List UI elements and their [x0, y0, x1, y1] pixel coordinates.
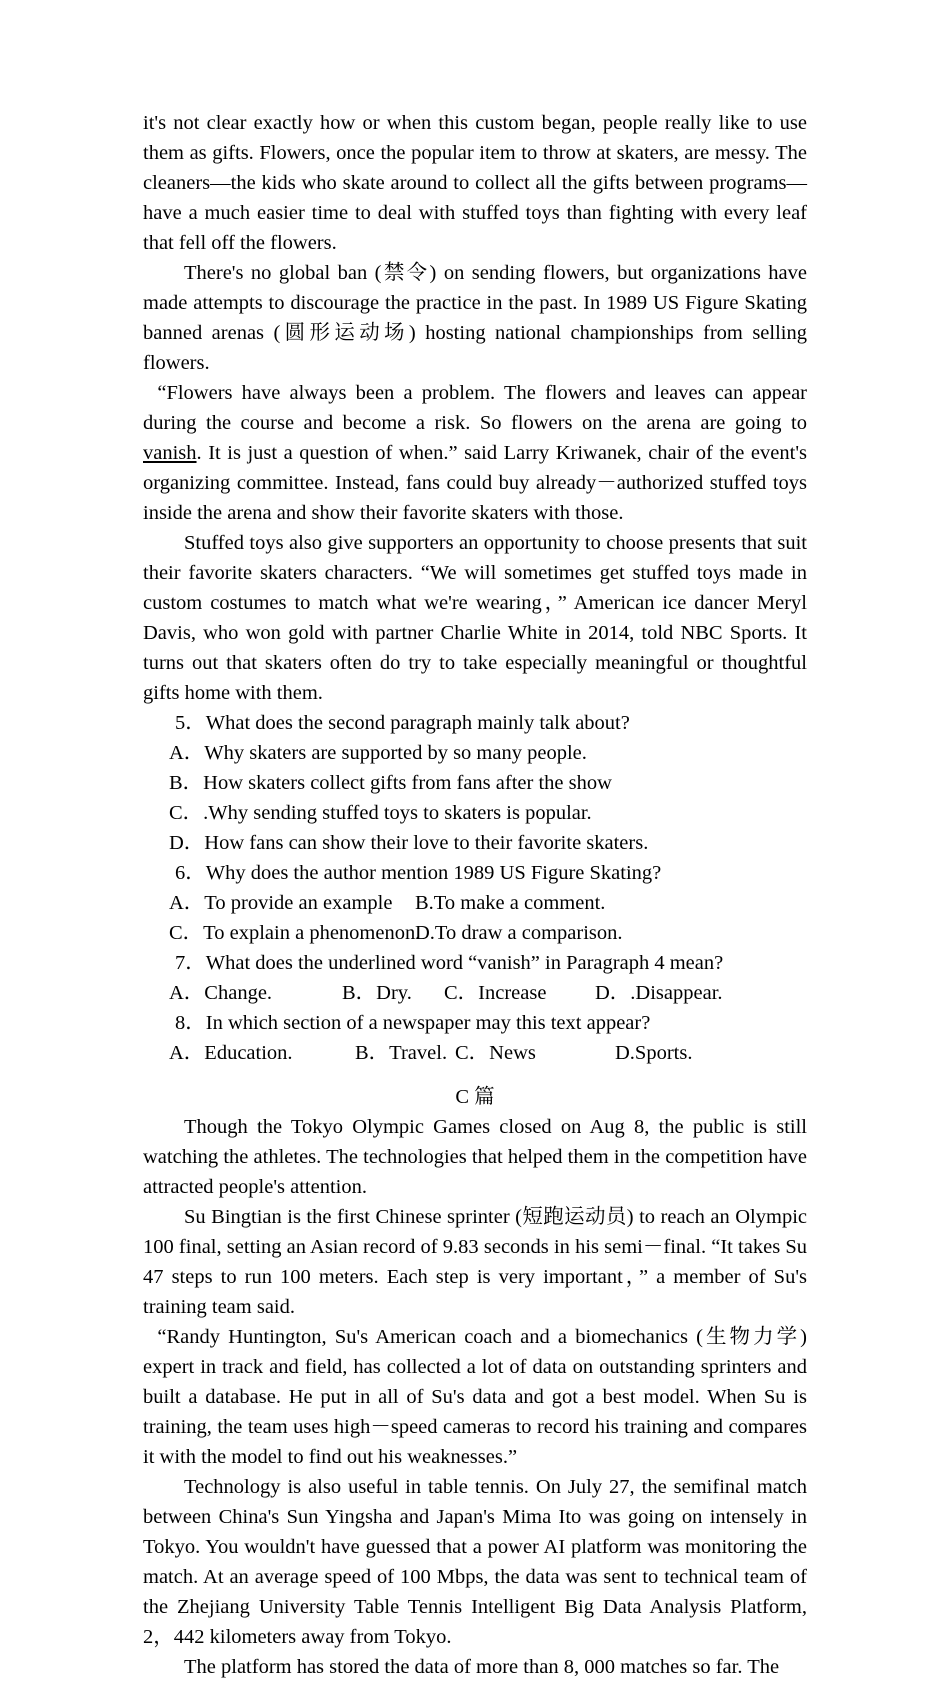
question-6-stem	[143, 858, 807, 888]
quote-text-after: . It is just a question of when.” said Larry Kriwanek, chair of the event's organizing committee. Instead, fans could buy already－authorized stuffed toys inside the arena and show their favorite skaters with those.	[143, 442, 807, 524]
question-8-option-d[interactable]: D.Sports.	[615, 1042, 693, 1064]
question-8-option-c[interactable]: C．News	[455, 1042, 536, 1064]
question-5-option-a[interactable]: A．Why skaters are supported by so many people.	[169, 742, 587, 764]
underlined-word-vanish: vanish	[143, 442, 197, 464]
paragraph-c-3: “Randy Huntington, Su's American coach and a biomechanics (生物力学) expert in track and field, has collected a lot of data on outstanding sprinters and built a database. He put in all of Su's data and got a best model. When Su is training, the team uses high－speed cameras to record his training and compares it with the model to find out his weaknesses.”	[143, 1326, 807, 1468]
paragraph-b-1: it's not clear exactly how or when this custom began, people really like to use them as gifts. Flowers, once the popular item to throw at skaters, are messy. The cleaners—the kids who skate around to collect all the gifts between programs—have a much easier time to deal with stuffed toys than fighting with every leaf that fell off the flowers.	[143, 112, 807, 254]
question-8-number: 8．	[175, 1012, 206, 1034]
question-6-option-a[interactable]: A．To provide an example	[169, 892, 393, 914]
question-8-option-row	[143, 1038, 807, 1068]
quote-text-before: “Flowers have always been a problem. The flowers and leaves can appear during the course and become a risk. So flowers on the arena are going to	[143, 382, 807, 434]
question-block-5	[143, 708, 807, 858]
question-8-option-a[interactable]: A．Education.	[169, 1042, 293, 1064]
question-7-option-c[interactable]: C．Increase	[444, 982, 547, 1004]
question-8-option-b[interactable]: B．Travel.	[355, 1042, 448, 1064]
question-6-option-row-1	[143, 888, 807, 918]
section-c-heading-wrapper	[143, 1082, 807, 1112]
paragraph-c-4: Technology is also useful in table tennis. On July 27, the semifinal match between China's Sun Yingsha and Japan's Mima Ito was going on intensely in Tokyo. You wouldn't have guessed that a power AI platform was monitoring the match. At an average speed of 100 Mbps, the data was sent to technical team of the Zhejiang University Table Tennis Intelligent Big Data Analysis Platform, 2，442 kilometers away from Tokyo.	[143, 1476, 807, 1648]
question-7-option-a[interactable]: A．Change.	[169, 982, 273, 1004]
question-block-7	[143, 948, 807, 1008]
question-6-option-c[interactable]: C．To explain a phenomenon.	[169, 922, 421, 944]
question-7-option-d[interactable]: D．.Disappear.	[595, 982, 723, 1004]
paragraph-b-quote	[143, 378, 807, 528]
question-8-stem	[143, 1008, 807, 1038]
paragraph-b-3: Stuffed toys also give supporters an opportunity to choose presents that suit their favorite skaters characters. “We will sometimes get stuffed toys made in custom costumes to match what we're wearing，” American ice dancer Meryl Davis, who won gold with partner Charlie White in 2014, told NBC Sports. It turns out that skaters often do try to take especially meaningful or thoughtful gifts home with them.	[143, 532, 807, 704]
question-7-stem	[143, 948, 807, 978]
question-block-8	[143, 1008, 807, 1068]
question-5-number: 5．	[175, 712, 206, 734]
question-7-text: What does the underlined word “vanish” in Paragraph 4 mean?	[205, 952, 724, 974]
question-6-option-d[interactable]: D.To draw a comparison.	[415, 922, 623, 944]
question-7-option-row	[143, 978, 807, 1008]
question-6-option-b[interactable]: B.To make a comment.	[415, 892, 606, 914]
paragraph-b-2: There's no global ban (禁令) on sending flowers, but organizations have made attempts to discourage the practice in the past. In 1989 US Figure Skating banned arenas (圆形运动场) hosting national championships from selling flowers.	[143, 262, 807, 374]
page-content-column	[143, 108, 807, 1682]
question-7-number: 7．	[175, 952, 206, 974]
question-6-option-row-2	[143, 918, 807, 948]
question-7-option-b[interactable]: B．Dry.	[342, 982, 412, 1004]
question-5-option-c[interactable]: C．.Why sending stuffed toys to skaters is popular.	[169, 802, 592, 824]
question-8-text: In which section of a newspaper may this text appear?	[205, 1012, 651, 1034]
question-5-option-b[interactable]: B．How skaters collect gifts from fans after the show	[169, 772, 612, 794]
question-6-text: Why does the author mention 1989 US Figure Skating?	[205, 862, 662, 884]
question-5-option-d[interactable]: D．How fans can show their love to their favorite skaters.	[169, 832, 649, 854]
question-6-number: 6．	[175, 862, 206, 884]
paragraph-c-5: The platform has stored the data of more than 8, 000 matches so far. The	[184, 1656, 780, 1678]
question-block-6	[143, 858, 807, 948]
question-5-text: What does the second paragraph mainly talk about?	[205, 712, 630, 734]
section-c-heading: C 篇	[455, 1086, 495, 1108]
paragraph-c-2: Su Bingtian is the first Chinese sprinter (短跑运动员) to reach an Olympic 100 final, setting an Asian record of 9.83 seconds in his semi－final. “It takes Su 47 steps to run 100 meters. Each step is very important，” a member of Su's training team said.	[143, 1206, 807, 1318]
question-5-stem	[143, 708, 807, 738]
paragraph-c-1: Though the Tokyo Olympic Games closed on Aug 8, the public is still watching the athletes. The technologies that helped them in the competition have attracted people's attention.	[143, 1116, 807, 1198]
